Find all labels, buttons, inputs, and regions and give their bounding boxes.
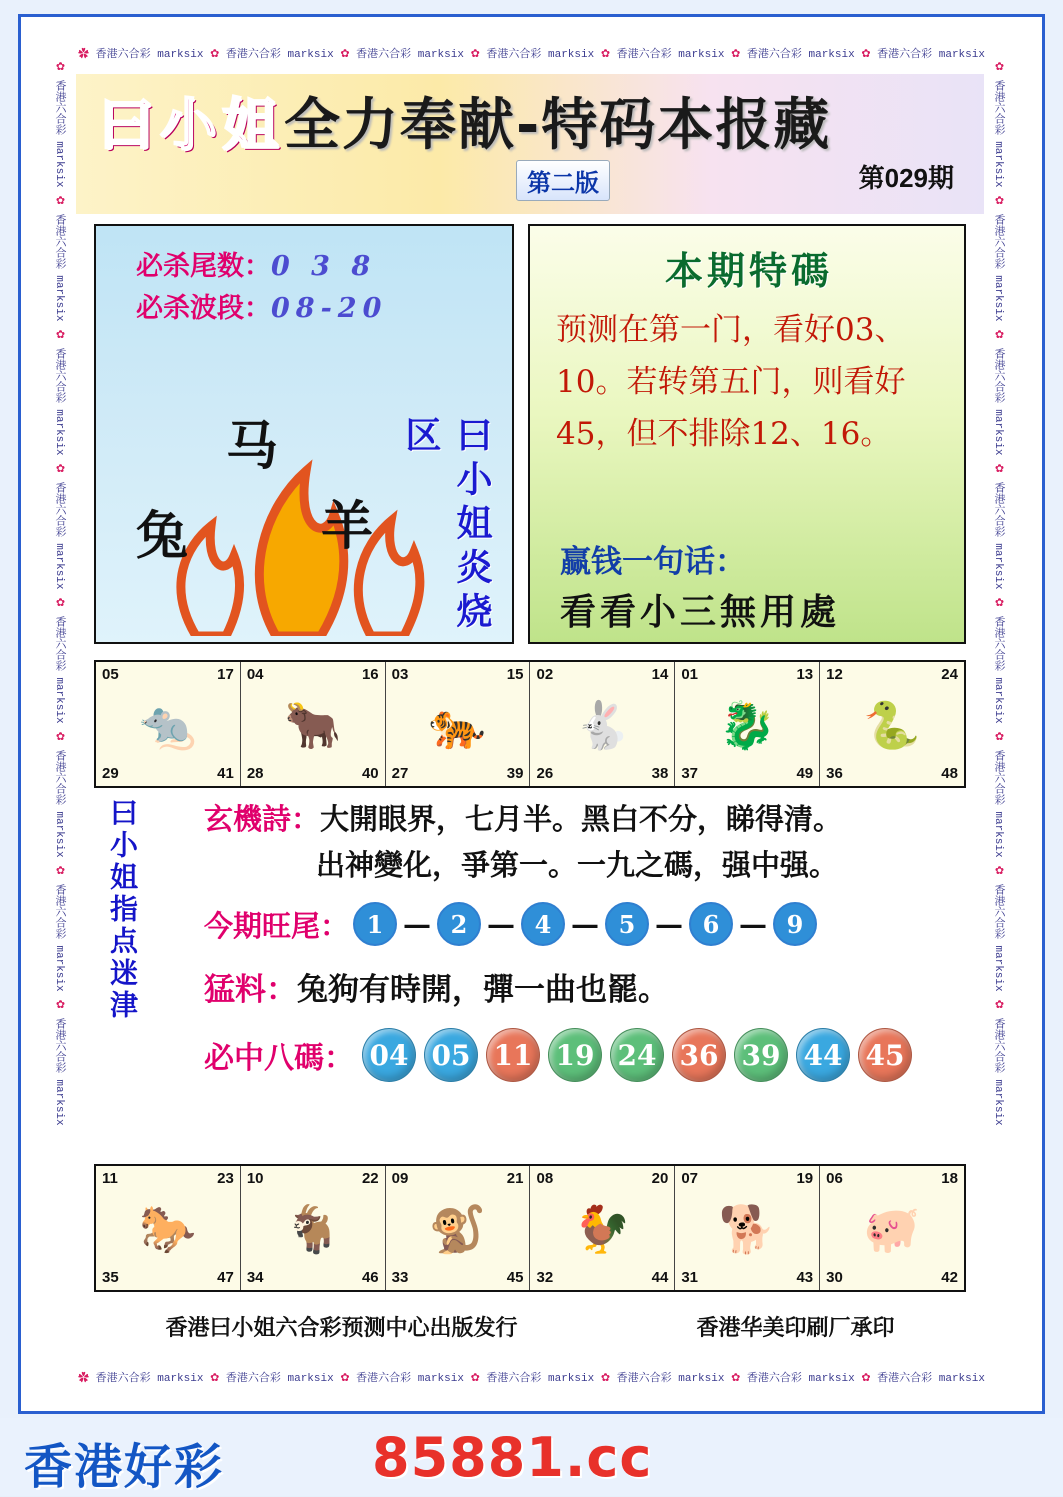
publisher-footer [76,1302,984,1350]
zodiac-number: 23 [217,1170,234,1187]
poem-line-2: 出神變化，爭第一。一九之碼，强中强。 [316,848,839,882]
zodiac-cell [386,1166,531,1290]
poem-block [204,796,964,888]
hot-tail-ball: 2 [437,902,481,946]
code-ball: 24 [610,1028,664,1082]
zodiac-cell [96,1166,241,1290]
title-rest: 全力奉献-特码本报藏 [284,93,832,158]
rooster-icon: 🐓 [573,1202,632,1255]
hot-tail-ball: 9 [773,902,817,946]
zodiac-number: 03 [391,666,409,683]
issue-number: 第029期 [858,163,954,193]
page-title [98,94,831,158]
ox-icon: 🐂 [284,698,342,751]
zodiac-cell [675,1166,820,1290]
code-ball: 45 [858,1028,912,1082]
zodiac-number: 16 [361,666,379,683]
panel-left-vertical-text: 曰小姐炎烧区 [401,416,493,636]
zodiac-cell [530,1166,675,1290]
zodiac-number: 49 [796,765,814,782]
publisher-left: 香港曰小姐六合彩预测中心出版发行 [165,1314,518,1341]
dragon-icon: 🐉 [718,698,776,751]
zodiac-number: 18 [941,1170,958,1187]
zodiac-cell [675,662,820,786]
zodiac-number: 30 [826,1269,843,1286]
zodiac-number: 41 [217,765,234,782]
eight-codes-row [204,1028,974,1082]
marksix-border-bottom: ✿ 香港六合彩 marksix ✿ 香港六合彩 marksix ✿ 香港六合彩 marksix ✿ 香港六合彩 marksix ✿ 香港六合彩 marksix ✿ 香港六合彩 marksix ✿ 香港六合彩 marksix [78,1373,985,1385]
zodiac-strip-top [94,660,966,788]
hot-tails-label: 今期旺尾： [204,908,350,943]
zodiac-number: 09 [391,1170,409,1187]
zodiac-number: 38 [651,765,669,782]
snake-icon: 🐍 [863,698,921,751]
zodiac-number: 42 [941,1269,958,1286]
zodiac-number: 46 [361,1269,379,1286]
zodiac-number: 06 [826,1170,843,1187]
zodiac-number: 37 [681,765,698,782]
pig-icon: 🐖 [863,1202,921,1255]
zodiac-number: 19 [796,1170,814,1187]
marksix-border-top: ✿ 香港六合彩 marksix ✿ 香港六合彩 marksix ✿ 香港六合彩 marksix ✿ 香港六合彩 marksix ✿ 香港六合彩 marksix ✿ 香港六合彩 marksix ✿ 香港六合彩 marksix [78,49,985,61]
goat-icon: 🐐 [284,1202,342,1255]
zodiac-horse: 马 [226,417,279,477]
code-ball: 05 [424,1028,478,1082]
meng-label: 猛料： [204,972,297,1008]
dash-separator: — [655,907,684,941]
zodiac-number: 15 [506,666,524,683]
zodiac-number: 40 [361,765,379,782]
zodiac-strip-bottom [94,1164,966,1292]
marksix-border-right: ✿ 香港六合彩 marksix ✿ 香港六合彩 marksix ✿ 香港六合彩 marksix ✿ 香港六合彩 marksix ✿ 香港六合彩 marksix ✿ 香港六合彩 marksix ✿ 香港六合彩 marksix ✿ 香港六合彩 marksix [992,60,1004,1126]
zodiac-number: 01 [681,666,698,683]
zodiac-number: 07 [681,1170,698,1187]
zodiac-number: 02 [536,666,554,683]
zodiac-number: 14 [651,666,669,683]
marksix-border-left: ✿ 香港六合彩 marksix ✿ 香港六合彩 marksix ✿ 香港六合彩 marksix ✿ 香港六合彩 marksix ✿ 香港六合彩 marksix ✿ 香港六合彩 marksix ✿ 香港六合彩 marksix ✿ 香港六合彩 marksix [53,60,65,1126]
edition-badge: 第二版 [516,160,610,201]
zodiac-number: 21 [506,1170,524,1187]
poem-line-1: 大開眼界，七月半。黑白不分，睇得清。 [320,802,843,836]
zodiac-number: 11 [102,1170,118,1187]
zodiac-cell [241,662,386,786]
zodiac-number: 04 [246,666,264,683]
zodiac-number: 44 [651,1269,669,1286]
win-money-label: 赢钱一句话： [560,544,746,580]
zodiac-number: 10 [246,1170,264,1187]
zodiac-rabbit: 兔 [136,507,189,567]
kill-numbers-panel [94,224,514,644]
special-code-panel [528,224,966,644]
zodiac-number: 26 [536,765,554,782]
code-ball: 11 [486,1028,540,1082]
dash-separator: — [571,907,600,941]
zodiac-number: 32 [536,1269,554,1286]
dog-icon: 🐕 [718,1202,776,1255]
site-name: 香港好彩 [24,1439,225,1495]
zodiac-cell [386,662,531,786]
hot-tail-ball: 5 [605,902,649,946]
kill-band-label: 必杀波段： [136,293,271,323]
zodiac-number: 05 [102,666,119,683]
zodiac-number: 27 [391,765,409,782]
code-ball: 36 [672,1028,726,1082]
zodiac-number: 31 [681,1269,698,1286]
monkey-icon: 🐒 [428,1202,487,1255]
meng-text: 兔狗有時開，彈一曲也罷。 [297,972,669,1008]
title-brand: 曰小姐 [98,93,284,158]
win-money-text: 看看小三無用處 [560,591,841,633]
hot-tails-row [204,902,964,946]
zodiac-number: 24 [941,666,958,683]
hot-tail-ball: 4 [521,902,565,946]
hot-tail-ball: 1 [353,902,397,946]
dash-separator: — [739,907,768,941]
zodiac-number: 43 [796,1269,814,1286]
tiger-icon: 🐅 [428,698,487,751]
zodiac-number: 13 [796,666,814,683]
zodiac-number: 17 [217,666,234,683]
horse-icon: 🐎 [139,1202,197,1255]
zodiac-number: 35 [102,1269,119,1286]
zodiac-cell [820,1166,964,1290]
zodiac-cell [96,662,241,786]
zodiac-cell [241,1166,386,1290]
kill-tail-label: 必杀尾数： [136,251,271,281]
zodiac-number: 20 [651,1170,669,1187]
zodiac-number: 48 [941,765,958,782]
meng-row [204,964,964,1009]
forecast-block [94,790,966,1162]
site-watermark-bar [0,1418,1063,1496]
zodiac-number: 45 [506,1269,524,1286]
code-ball: 04 [362,1028,416,1082]
poster-content [76,74,984,1366]
forecast-vertical-title: 曰小姐指点迷津 [106,798,139,1022]
rat-icon: 🐀 [139,698,197,751]
zodiac-number: 12 [826,666,843,683]
zodiac-number: 33 [391,1269,409,1286]
poem-label: 玄機詩： [204,802,321,836]
poster-header [76,74,984,214]
code-ball: 39 [734,1028,788,1082]
publisher-right: 香港华美印刷厂承印 [696,1314,895,1341]
zodiac-number: 08 [536,1170,554,1187]
zodiac-number: 22 [361,1170,379,1187]
rabbit-icon: 🐇 [573,698,632,751]
zodiac-number: 47 [217,1269,234,1286]
eight-codes-label: 必中八碼： [204,1041,354,1076]
dash-separator: — [403,907,432,941]
zodiac-number: 29 [102,765,119,782]
dash-separator: — [487,907,516,941]
hot-tail-ball: 6 [689,902,733,946]
kill-tail-value: 0 3 8 [271,251,377,282]
code-ball: 44 [796,1028,850,1082]
special-code-title: 本期特碼 [664,248,833,293]
code-ball: 19 [548,1028,602,1082]
zodiac-goat: 羊 [321,497,374,557]
site-url: 85881.cc [372,1426,653,1489]
zodiac-number: 34 [246,1269,264,1286]
zodiac-cell [530,662,675,786]
kill-band-value: 08-20 [271,293,388,324]
zodiac-number: 39 [506,765,524,782]
special-code-body: 预测在第一门，看好03、10。若转第五门，则看好45，但不排除12、16。 [556,312,906,452]
zodiac-number: 36 [826,765,843,782]
zodiac-number: 28 [246,765,264,782]
zodiac-cell [820,662,964,786]
